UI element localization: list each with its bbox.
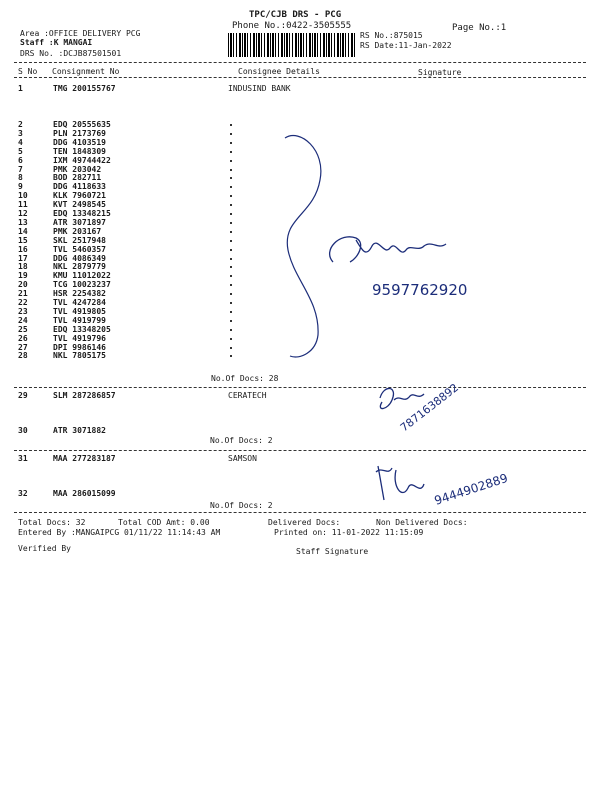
row-serial-number: 9 — [18, 182, 23, 192]
row-consignment-number: PMK 203042 — [53, 164, 102, 174]
document-title: TPC/CJB DRS - PCG — [249, 10, 342, 20]
area-label: Area :OFFICE DELIVERY PCG — [20, 29, 141, 38]
row-consignment-number: KVT 2498545 — [53, 200, 106, 210]
row-consignment-number: KLK 7960721 — [53, 191, 106, 201]
row-serial-number: 2 — [18, 120, 23, 129]
row-serial-number: 31 — [18, 454, 28, 463]
page-number: Page No.:1 — [452, 23, 507, 33]
row-consignment-number: DPI 9986146 — [53, 342, 106, 352]
row-serial-number: 6 — [18, 155, 23, 165]
row-consignment-number: TCG 10023237 — [53, 280, 111, 290]
row-consignment-number: ATR 3071897 — [53, 217, 106, 227]
non-delivered-docs: Non Delivered Docs: — [376, 518, 468, 527]
bracket-stroke — [285, 136, 321, 357]
signature-scribble — [380, 388, 424, 408]
row-consignment-number: IXM 49744422 — [53, 155, 111, 165]
row-serial-number: 13 — [18, 217, 28, 227]
row-serial-number: 29 — [18, 391, 28, 400]
row-consignment-number: KMU 11012022 — [53, 271, 111, 281]
row-consignment-number: TVL 4247284 — [53, 298, 106, 307]
row-serial-number: 12 — [18, 209, 28, 218]
row-serial-number: 26 — [18, 333, 28, 343]
row-serial-number: 19 — [18, 271, 28, 281]
verified-by: Verified By — [18, 544, 71, 553]
consignee-name: INDUSIND BANK — [228, 84, 291, 93]
row-consignment-number: ATR 3071882 — [53, 426, 106, 435]
phone-number: Phone No.:0422-3505555 — [232, 21, 352, 31]
signature-scribble — [330, 237, 446, 262]
row-consignment-number: TVL 4919796 — [53, 333, 106, 343]
delivered-docs: Delivered Docs: — [268, 518, 341, 527]
row-consignment-number: EDQ 20555635 — [53, 120, 111, 129]
row-serial-number: 25 — [18, 324, 28, 334]
signature-phone-number: 9444902889 — [432, 470, 510, 508]
row-serial-number: 10 — [18, 191, 28, 201]
signature-phone-number: 7871638892 — [397, 381, 462, 435]
row-consignment-number: NKL 2879779 — [53, 262, 106, 272]
row-serial-number: 22 — [18, 298, 28, 307]
col-sno: S No — [18, 67, 38, 76]
row-serial-number: 18 — [18, 262, 28, 272]
row-consignment-number: EDQ 13348205 — [53, 324, 111, 334]
row-serial-number: 14 — [18, 226, 28, 236]
row-serial-number: 8 — [18, 173, 23, 183]
row-consignment-number: BOD 282711 — [53, 173, 102, 183]
docs-count: No.Of Docs: 2 — [210, 501, 273, 510]
col-signature: Signature — [418, 68, 462, 77]
row-serial-number: 15 — [18, 235, 28, 245]
row-serial-number: 23 — [18, 306, 28, 316]
row-consignment-number: SKL 2517948 — [53, 235, 106, 245]
row-consignment-number: SLM 287286857 — [53, 391, 116, 400]
row-serial-number: 5 — [18, 146, 23, 156]
docs-count: No.Of Docs: 2 — [210, 436, 273, 445]
row-serial-number: 16 — [18, 244, 28, 254]
col-consignee: Consignee Details — [238, 67, 320, 76]
row-consignment-number: TVL 4919799 — [53, 315, 106, 325]
col-consignment: Consignment No — [52, 67, 120, 76]
consignee-name: CERATECH — [228, 391, 267, 400]
row-serial-number: 20 — [18, 280, 28, 290]
row-serial-number: 1 — [18, 84, 23, 93]
row-consignment-number: TVL 5460357 — [53, 244, 106, 254]
rs-number: RS No.:875015 — [360, 31, 423, 40]
row-serial-number: 28 — [18, 351, 28, 361]
row-consignment-number: DDG 4103519 — [53, 137, 106, 147]
row-consignment-number: MAA 277283187 — [53, 454, 116, 463]
staff-label: Staff :K MANGAI — [20, 38, 93, 47]
row-serial-number: 7 — [18, 164, 23, 174]
staff-signature: Staff Signature — [296, 547, 369, 556]
row-serial-number: 24 — [18, 315, 28, 325]
rs-date: RS Date:11-Jan-2022 — [360, 41, 452, 50]
row-consignment-number: EDQ 13348215 — [53, 209, 111, 218]
signature-phone-number: 9597762920 — [372, 281, 468, 299]
drs-number: DRS No. :DCJB87501501 — [20, 49, 122, 58]
consignee-name: SAMSON — [228, 454, 257, 463]
row-serial-number: 17 — [18, 253, 28, 263]
printed-on: Printed on: 11-01-2022 11:15:09 — [274, 528, 424, 537]
docs-count: No.Of Docs: 28 — [211, 374, 279, 383]
row-serial-number: 3 — [18, 128, 23, 138]
total-cod: Total COD Amt: 0.00 — [118, 518, 210, 527]
row-consignment-number: NKL 7805175 — [53, 351, 106, 361]
row-consignment-number: DDG 4086349 — [53, 253, 106, 263]
row-consignment-number: TVL 4919805 — [53, 306, 106, 316]
row-serial-number: 30 — [18, 426, 28, 435]
row-serial-number: 4 — [18, 137, 23, 147]
row-consignment-number: TEN 1848309 — [53, 146, 106, 156]
row-consignment-number: PLN 2173769 — [53, 128, 106, 138]
row-consignment-number: HSR 2254382 — [53, 289, 106, 299]
row-consignment-number: TMG 200155767 — [53, 84, 116, 93]
row-consignment-number: MAA 286015099 — [53, 489, 116, 498]
row-serial-number: 27 — [18, 342, 28, 352]
signature-scribble — [376, 466, 424, 500]
total-docs: Total Docs: 32 — [18, 518, 86, 527]
row-serial-number: 11 — [18, 200, 28, 210]
row-serial-number: 21 — [18, 289, 28, 299]
row-serial-number: 32 — [18, 489, 28, 498]
row-consignment-number: PMK 203167 — [53, 226, 102, 236]
row-consignment-number: DDG 4118633 — [53, 182, 106, 192]
entered-by: Entered By :MANGAIPCG 01/11/22 11:14:43 AM — [18, 528, 221, 537]
